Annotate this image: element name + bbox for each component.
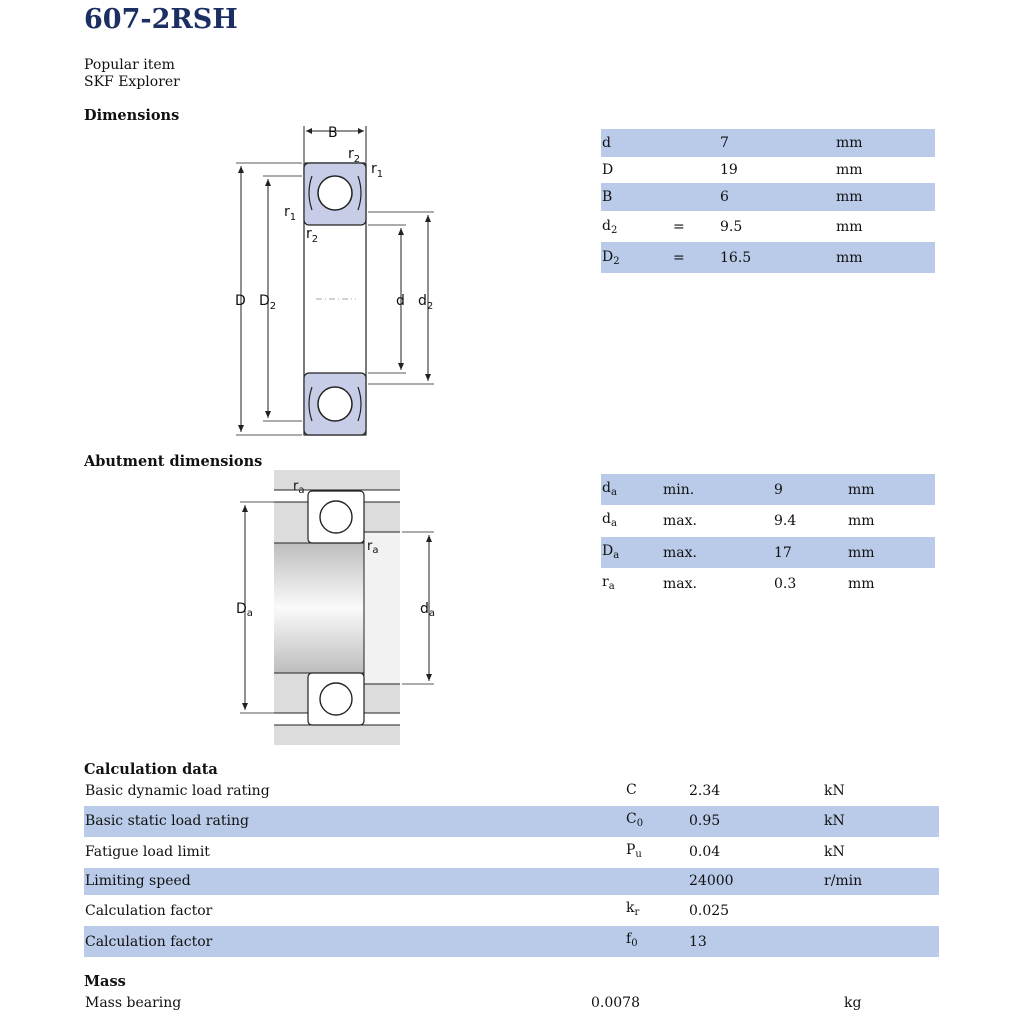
dimensions-heading: Dimensions bbox=[84, 107, 180, 124]
calc-row bbox=[84, 806, 939, 837]
label-r1-top: $r_1$ bbox=[371, 161, 384, 180]
label-da: $d_a$ bbox=[420, 601, 436, 619]
mass-row bbox=[84, 989, 939, 1017]
dim-unit: mm bbox=[836, 219, 863, 235]
label-Da: $D_a$ bbox=[236, 601, 253, 619]
dim-row-D2 bbox=[601, 242, 935, 273]
brand-label: SKF Explorer bbox=[84, 74, 180, 90]
calc-row bbox=[84, 895, 939, 926]
abut-row bbox=[601, 505, 935, 536]
calc-symbol: C bbox=[626, 782, 637, 798]
dim-eq: = bbox=[673, 250, 685, 266]
dim-row-D bbox=[601, 156, 935, 184]
dim-unit: mm bbox=[836, 189, 863, 205]
dim-symbol: B bbox=[602, 189, 613, 205]
calc-symbol: $C_0$ bbox=[626, 811, 644, 829]
abut-limit: max. bbox=[663, 513, 697, 529]
calc-label: Basic static load rating bbox=[85, 813, 249, 829]
abut-limit: min. bbox=[663, 482, 695, 498]
label-r2-left: $r_2$ bbox=[306, 226, 319, 245]
abutment-drawing bbox=[230, 468, 440, 748]
calc-unit: r/min bbox=[824, 873, 863, 889]
label-d2: $d_2$ bbox=[418, 293, 434, 312]
calc-unit: kN bbox=[824, 813, 845, 829]
abut-unit: mm bbox=[848, 576, 875, 592]
label-D2: $D_2$ bbox=[259, 293, 277, 312]
calc-label: Calculation factor bbox=[85, 934, 213, 950]
mass-heading: Mass bbox=[84, 973, 126, 990]
dim-value: 6 bbox=[720, 189, 729, 205]
dim-value: 16.5 bbox=[720, 250, 752, 266]
calc-value: 2.34 bbox=[689, 783, 721, 799]
dim-unit: mm bbox=[836, 135, 863, 151]
calc-value: 0.04 bbox=[689, 844, 721, 860]
dim-value: 9.5 bbox=[720, 219, 743, 235]
dim-row-d bbox=[601, 129, 935, 157]
abut-symbol: $r_a$ bbox=[602, 574, 615, 592]
dim-unit: mm bbox=[836, 250, 863, 266]
abut-value: 0.3 bbox=[774, 576, 797, 592]
abut-unit: mm bbox=[848, 513, 875, 529]
dim-row-d2 bbox=[601, 211, 935, 242]
dim-symbol: $d_2$ bbox=[602, 218, 618, 236]
label-D: D bbox=[235, 293, 246, 309]
dim-symbol: d bbox=[602, 135, 611, 151]
abut-value: 9.4 bbox=[774, 513, 797, 529]
abut-symbol: $d_a$ bbox=[602, 511, 617, 529]
abut-unit: mm bbox=[848, 482, 875, 498]
abut-symbol: $d_a$ bbox=[602, 480, 617, 498]
abut-value: 17 bbox=[774, 545, 792, 561]
calc-row bbox=[84, 837, 939, 868]
dim-unit: mm bbox=[836, 162, 863, 178]
calc-label: Calculation factor bbox=[85, 903, 213, 919]
label-B: B bbox=[328, 125, 338, 141]
calc-label: Fatigue load limit bbox=[85, 844, 210, 860]
calc-symbol: $k_r$ bbox=[626, 900, 640, 918]
calc-unit: kN bbox=[824, 844, 845, 860]
abut-row bbox=[601, 474, 935, 505]
dim-value: 7 bbox=[720, 135, 729, 151]
calc-label: Basic dynamic load rating bbox=[85, 783, 270, 799]
product-title: 607-2RSH bbox=[84, 4, 238, 35]
abut-value: 9 bbox=[774, 482, 783, 498]
dim-row-B bbox=[601, 183, 935, 211]
dim-symbol: $D_2$ bbox=[602, 249, 620, 267]
calc-symbol: $f_0$ bbox=[626, 931, 638, 949]
label-ra-right: $r_a$ bbox=[367, 539, 379, 556]
label-r2-top: $r_2$ bbox=[348, 146, 361, 165]
label-d: d bbox=[396, 293, 405, 309]
calc-symbol: $P_u$ bbox=[626, 842, 642, 860]
calc-row bbox=[84, 868, 939, 895]
bearing-dimension-drawing bbox=[230, 120, 440, 442]
calc-unit: kN bbox=[824, 783, 845, 799]
label-ra-top: $r_a$ bbox=[293, 479, 305, 496]
dim-value: 19 bbox=[720, 162, 738, 178]
abut-unit: mm bbox=[848, 545, 875, 561]
calc-row bbox=[84, 776, 939, 806]
popular-item-label: Popular item bbox=[84, 57, 175, 73]
mass-value: 0.0078 bbox=[591, 995, 640, 1011]
calculation-heading: Calculation data bbox=[84, 761, 218, 778]
mass-unit: kg bbox=[844, 995, 862, 1011]
dim-eq: = bbox=[673, 219, 685, 235]
abutment-heading: Abutment dimensions bbox=[84, 453, 263, 470]
dim-symbol: D bbox=[602, 162, 614, 178]
calc-value: 0.95 bbox=[689, 813, 721, 829]
abut-symbol: $D_a$ bbox=[602, 543, 620, 561]
calc-value: 0.025 bbox=[689, 903, 730, 919]
abut-row bbox=[601, 568, 935, 599]
mass-label: Mass bearing bbox=[85, 995, 182, 1011]
abut-row bbox=[601, 537, 935, 568]
calc-label: Limiting speed bbox=[85, 873, 191, 889]
calc-value: 13 bbox=[689, 934, 707, 950]
calc-row bbox=[84, 926, 939, 957]
label-r1-left: $r_1$ bbox=[284, 204, 297, 223]
abut-limit: max. bbox=[663, 545, 697, 561]
calc-value: 24000 bbox=[689, 873, 734, 889]
abut-limit: max. bbox=[663, 576, 697, 592]
